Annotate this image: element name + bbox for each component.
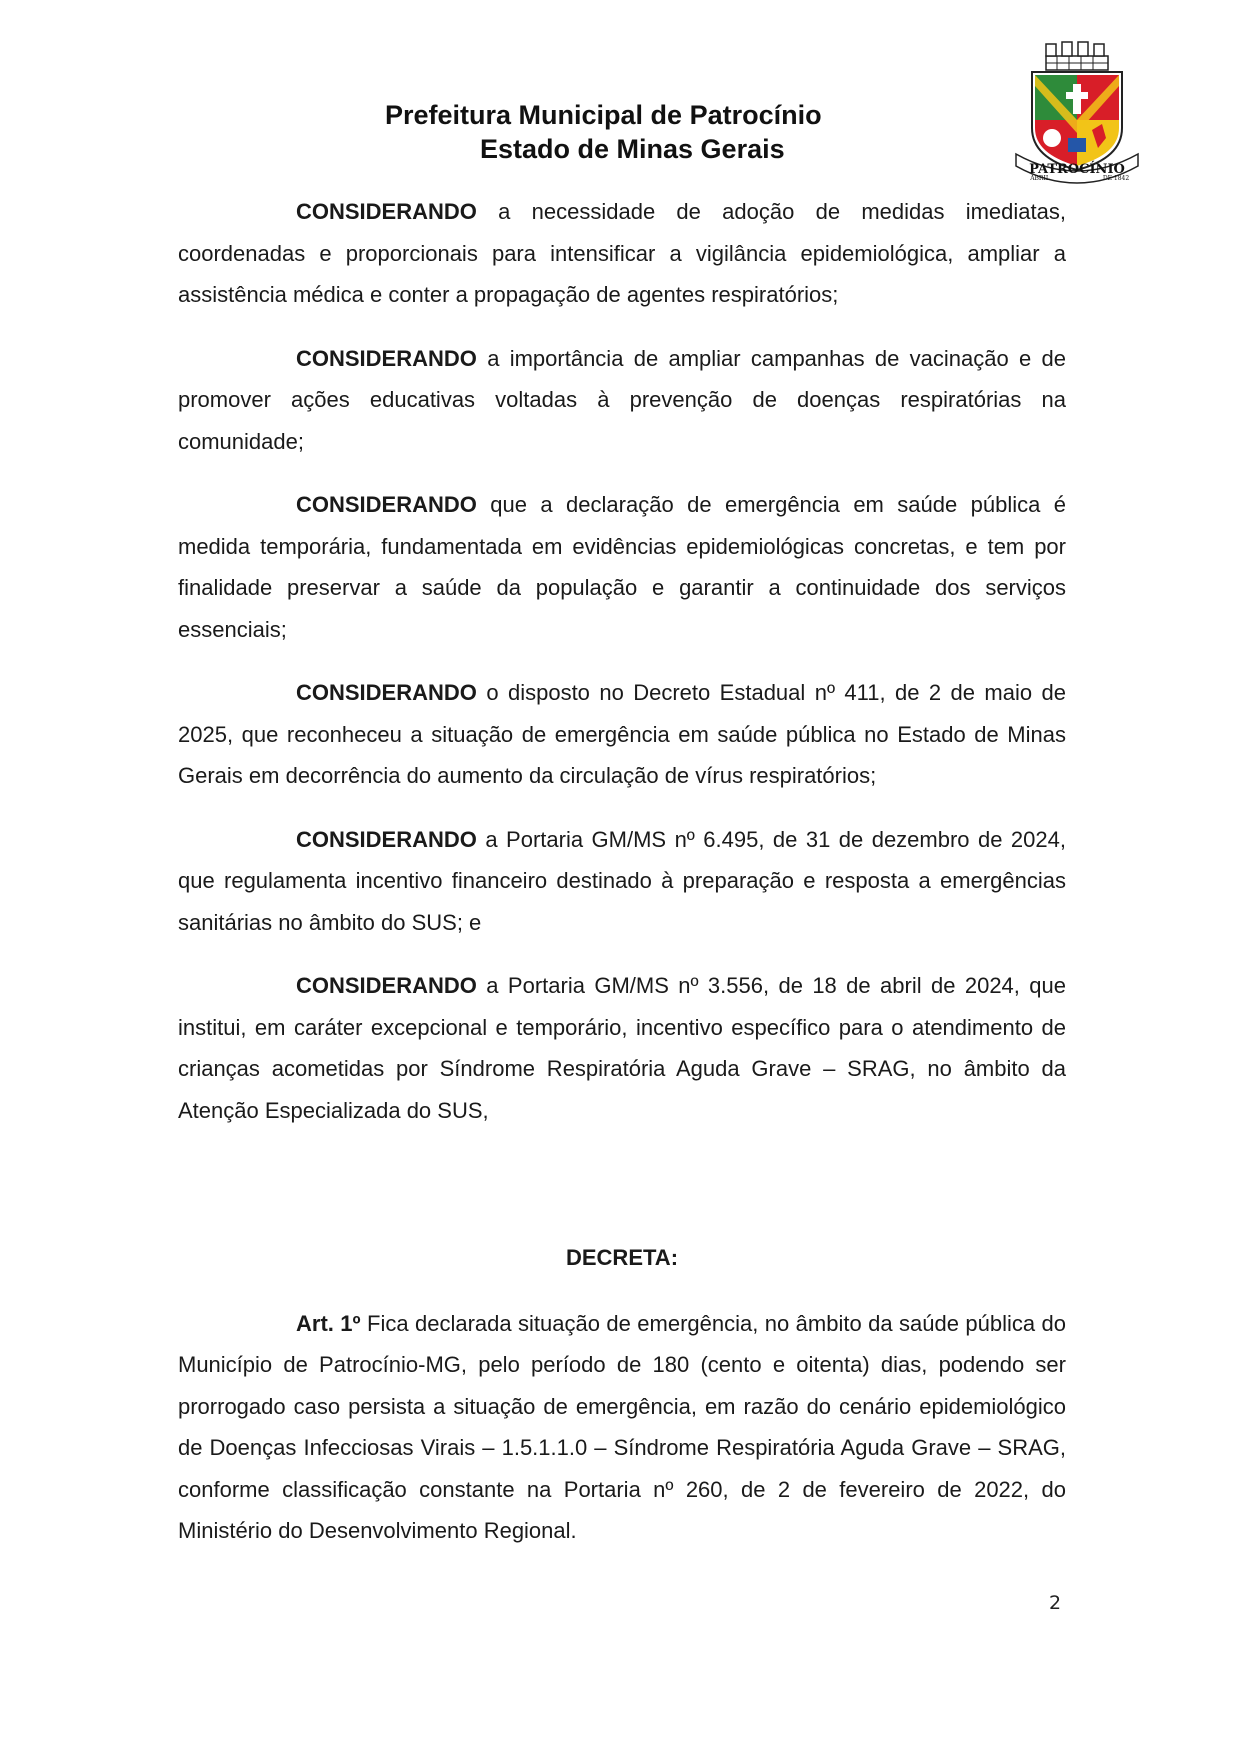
paragraph-text: que a declaração de emergência em saúde pública é medida temporária, fundamentada em evidências epidemiológicas concretas, e tem por finalidade preservar a saúde da população e garantir a continuidade dos serviços essenciais; [178,492,1066,642]
header-municipality: Prefeitura Municipal de Patrocínio [385,100,822,130]
document-body [178,191,1066,1574]
article-keyword: Art. 1º [296,1310,361,1336]
page-number: 2 [1049,1592,1062,1614]
paragraph-text: a importância de ampliar campanhas de vacinação e de promover ações educativas voltadas à prevenção de doenças respiratórias na comunidade; [178,345,1066,454]
paragraph-text: a Portaria GM/MS nº 6.495, de 31 de dezembro de 2024, que regulamenta incentivo financeiro destinado à preparação e resposta a emergências sanitárias no âmbito do SUS; e [178,826,1066,935]
paragraph-text: a Portaria GM/MS nº 3.556, de 18 de abril de 2024, que institui, em caráter excepcional e temporário, incentivo específico para o atendimento de crianças acometidas por Síndrome Respiratória Aguda Grave – SRAG, no âmbito da Atenção Especializada do SUS, [178,973,1066,1123]
keyword: CONSIDERANDO [296,345,477,371]
article-1 [178,1303,1066,1552]
considerando-paragraph-6 [178,965,1066,1131]
keyword: CONSIDERANDO [296,826,477,852]
considerando-paragraph-5 [178,819,1066,944]
considerando-paragraph-1 [178,191,1066,316]
considerando-paragraph-3 [178,484,1066,650]
keyword: CONSIDERANDO [296,680,477,705]
keyword: CONSIDERANDO [296,199,477,224]
article-text: Fica declarada situação de emergência, no âmbito da saúde pública do Município de Patrocínio-MG, pelo período de 180 (cento e oitenta) dias, podendo ser prorrogado caso persista a situação de emergência, em razão do cenário epidemiológico de Doenças Infecciosas Virais – 1.5.1.1.0 – Síndrome Respiratória Aguda Grave – SRAG, conforme classificação constante na Portaria nº 260, de 2 de fevereiro de 2022, do Ministério do Desenvolvimento Regional. [178,1310,1066,1543]
crest-motto-right: DE 1842 [1102,175,1130,182]
paragraph-text: a necessidade de adoção de medidas imediatas, coordenadas e proporcionais para intensificar a vigilância epidemiológica, ampliar a assistência médica e conter a propagação de agentes respiratórios; [178,199,1066,307]
considerando-paragraph-2 [178,338,1066,463]
crest-motto-left: ABRIL [1030,175,1050,182]
paragraph-text: o disposto no Decreto Estadual nº 411, de 2 de maio de 2025, que reconheceu a situação de emergência em saúde pública no Estado de Minas Gerais em decorrência do aumento da circulação de vírus respiratórios; [178,680,1066,788]
keyword: CONSIDERANDO [296,973,477,998]
considerando-paragraph-4 [178,672,1066,797]
keyword: CONSIDERANDO [296,492,477,517]
header-state: Estado de Minas Gerais [480,134,785,164]
decreta-heading: DECRETA: [565,1245,679,1270]
crest-banner-text: PATROCÍNIO [1029,162,1125,177]
coat-of-arms-icon [1012,38,1142,188]
